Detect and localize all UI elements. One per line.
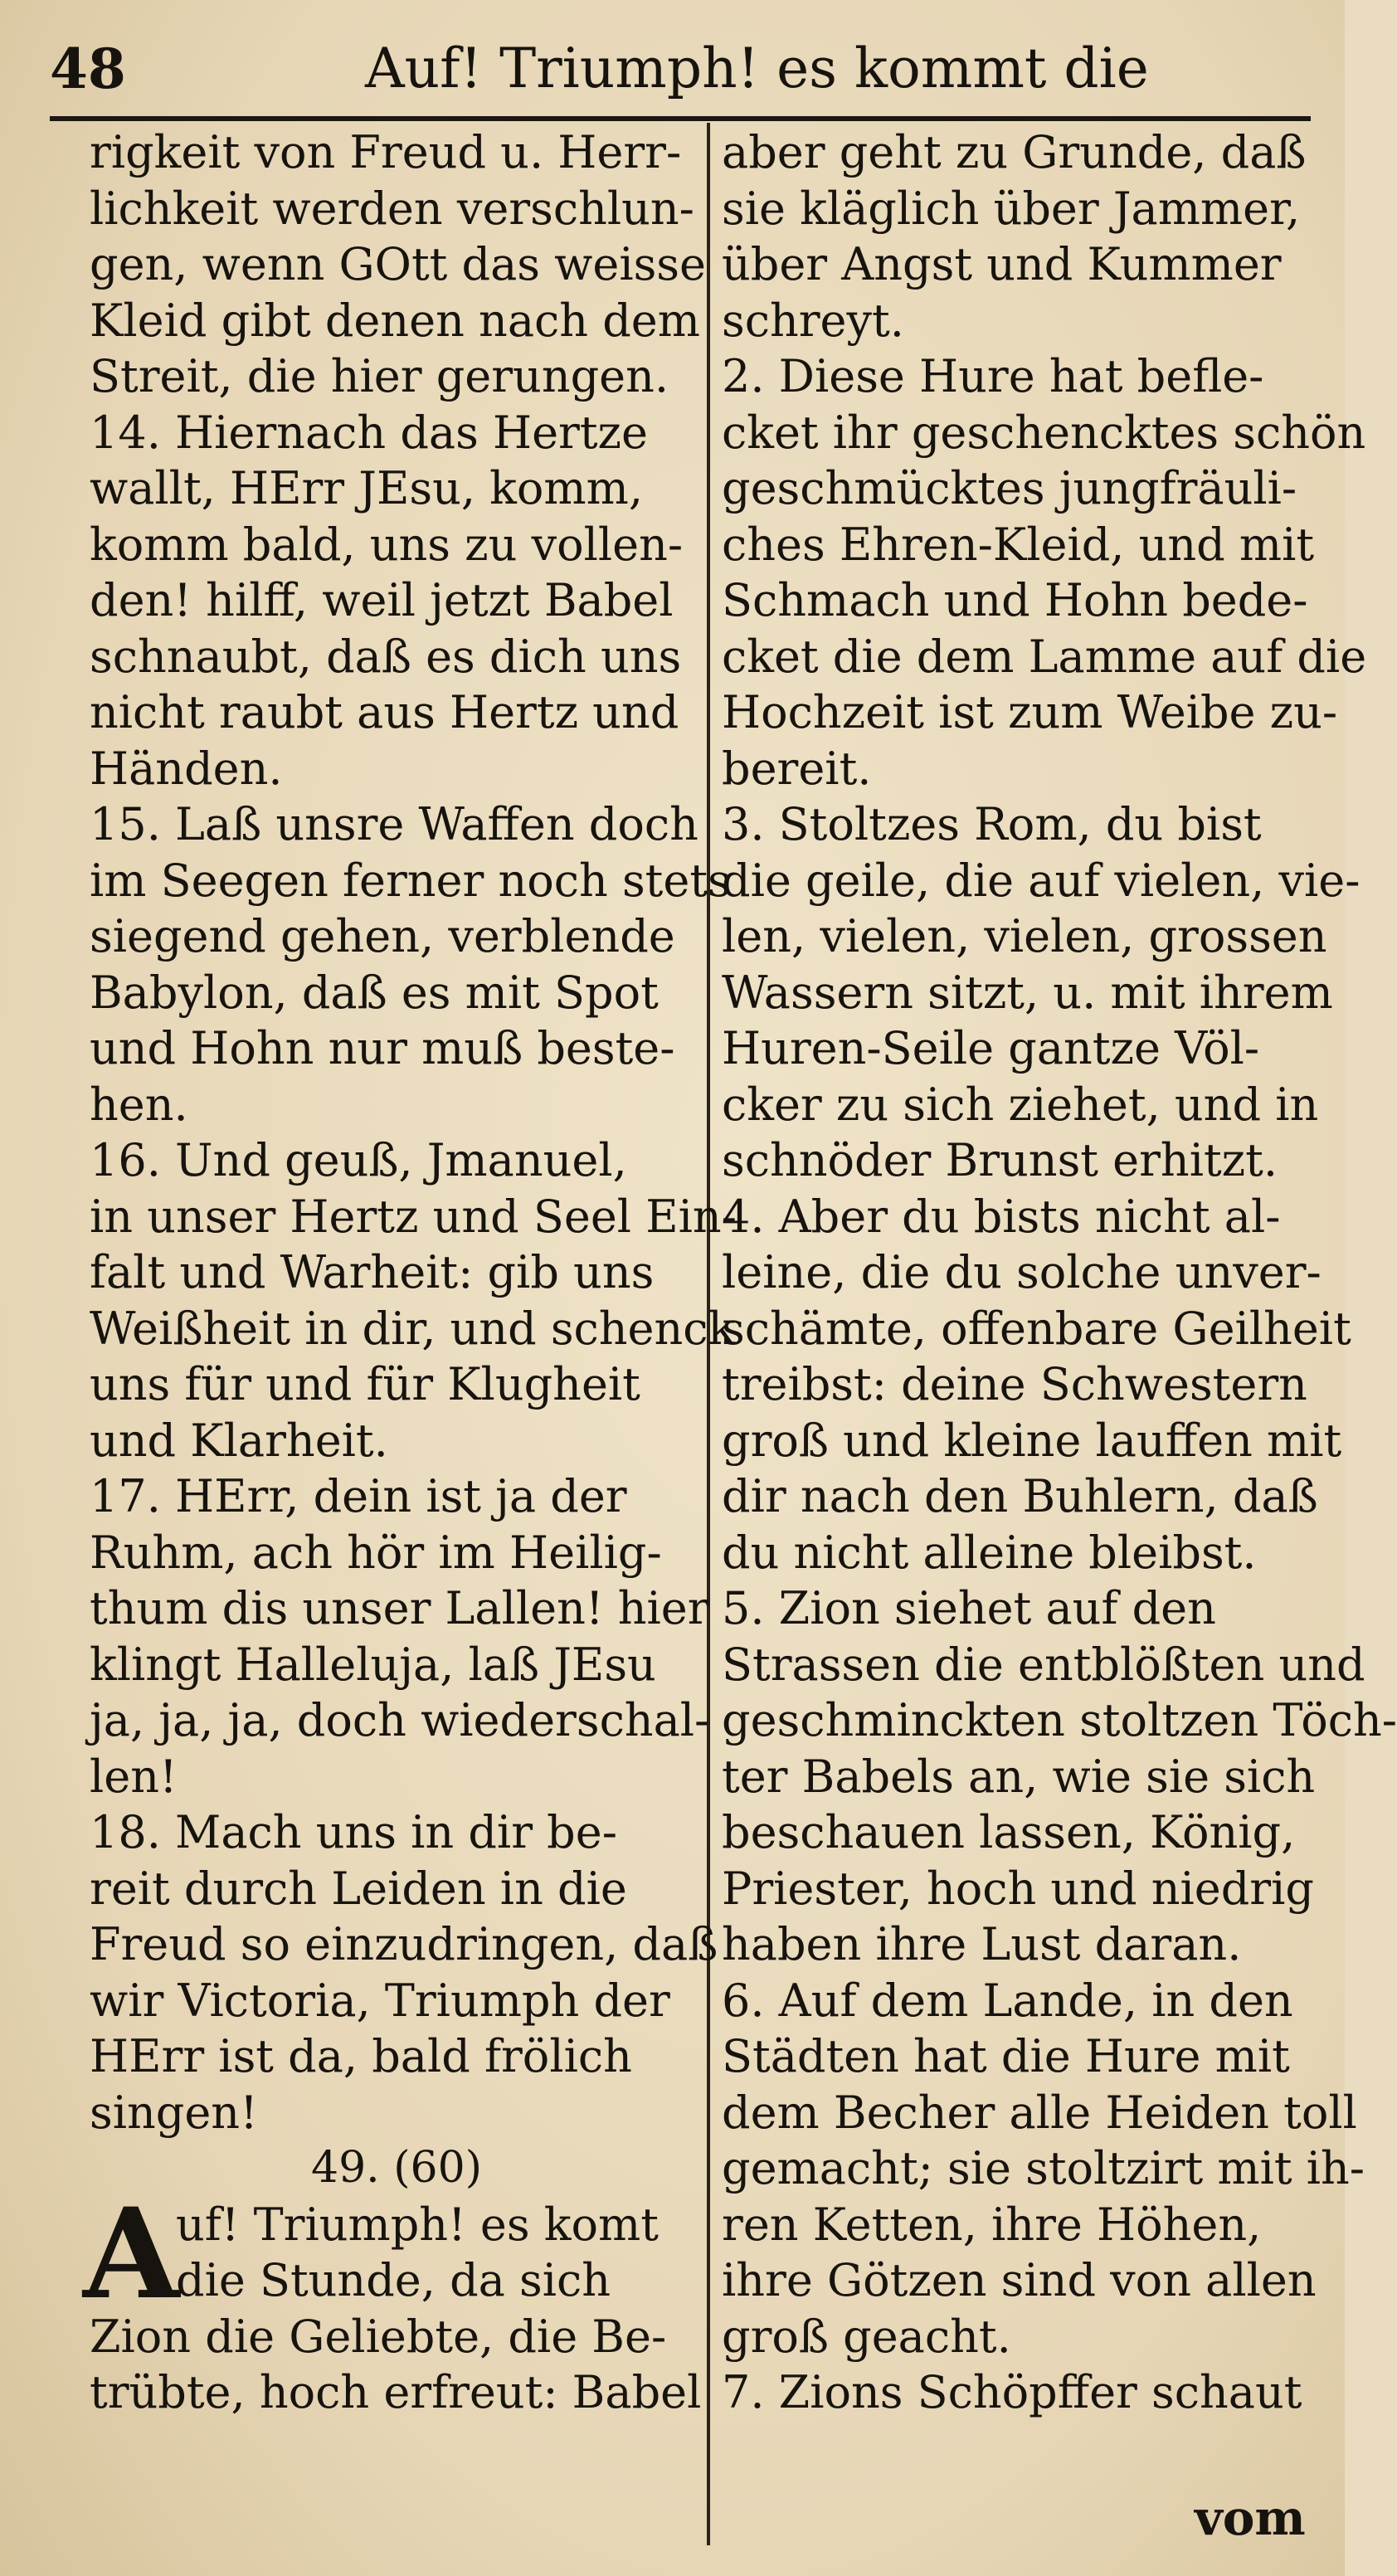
text-line: Kleid gibt denen nach dem [90, 294, 700, 347]
text-line: Huren-Seile gantze Völ- [722, 1022, 1260, 1074]
text-line: klingt Halleluja, laß JEsu [90, 1638, 656, 1691]
text-line: thum dis unser Lallen! hier [90, 1582, 709, 1634]
text-line: lichkeit werden verschlun- [90, 182, 694, 235]
text-line: Städten hat die Hure mit [722, 2030, 1290, 2082]
page-header [50, 23, 1311, 114]
text-line: len, vielen, vielen, grossen [722, 910, 1327, 962]
text-line: 18. Mach uns in dir be- [90, 1806, 617, 1858]
text-line: Babylon, daß es mit Spot [90, 966, 659, 1019]
text-line: gemacht; sie stoltzirt mit ih- [722, 2142, 1365, 2194]
text-line: siegend gehen, verblende [90, 910, 675, 962]
text-line: 7. Zions Schöpffer schaut [722, 2366, 1302, 2418]
hymn-line: Zion die Geliebte, die Be- [90, 2310, 667, 2363]
text-line: im Seegen ferner noch stets [90, 854, 731, 907]
text-line: ches Ehren-Kleid, und mit [722, 518, 1315, 571]
text-line: cker zu sich ziehet, und in [722, 1078, 1319, 1131]
text-line: dir nach den Buhlern, daß [722, 1470, 1318, 1522]
text-line: Streit, die hier gerungen. [90, 350, 669, 402]
text-line: wallt, HErr JEsu, komm, [90, 462, 643, 514]
text-line: 17. HErr, dein ist ja der [90, 1470, 627, 1522]
text-line: Wassern sitzt, u. mit ihrem [722, 966, 1333, 1019]
text-line: Schmach und Hohn bede- [722, 574, 1308, 626]
text-line: reit durch Leiden in die [90, 1862, 627, 1915]
text-line: falt und Warheit: gib uns [90, 1246, 655, 1298]
text-line: wir Victoria, Triumph der [90, 1974, 670, 2027]
text-line: bereit. [722, 742, 872, 795]
right-column [722, 124, 1397, 2421]
hymn-line: trübte, hoch erfreut: Babel [90, 2366, 702, 2418]
text-line: 5. Zion siehet auf den [722, 1582, 1216, 1634]
hymn-line: uf! Triumph! es komt [176, 2198, 659, 2251]
text-line: Strassen die entblößten und [722, 1638, 1365, 1691]
text-line: komm bald, uns zu vollen- [90, 518, 684, 571]
text-line: geschmücktes jungfräuli- [722, 462, 1297, 514]
text-line: sie kläglich über Jammer, [722, 182, 1301, 235]
text-line: haben ihre Lust daran. [722, 1918, 1242, 1970]
text-line: nicht raubt aus Hertz und [90, 686, 679, 738]
text-line: hen. [90, 1078, 188, 1131]
text-line: über Angst und Kummer [722, 238, 1282, 290]
text-line: du nicht alleine bleibst. [722, 1526, 1257, 1579]
text-line: gen, wenn GOtt das weisse [90, 238, 706, 290]
text-line: groß geacht. [722, 2310, 1011, 2363]
text-line: ren Ketten, ihre Höhen, [722, 2198, 1262, 2251]
text-line: leine, die du solche unver- [722, 1246, 1322, 1298]
text-line: len! [90, 1750, 178, 1803]
text-line: schämte, offenbare Geilheit [722, 1302, 1351, 1355]
running-title: Auf! Triumph! es kommt die [365, 37, 1149, 100]
text-line: aber geht zu Grunde, daß [722, 126, 1307, 178]
text-line: rigkeit von Freud u. Herr- [90, 126, 682, 178]
text-line: ja, ja, ja, doch wiederschal- [90, 1694, 710, 1746]
text-line: geschminckten stoltzen Töch- [722, 1694, 1397, 1746]
text-line: uns für und für Klugheit [90, 1358, 640, 1410]
text-line: Hochzeit ist zum Weibe zu- [722, 686, 1338, 738]
page-number: 48 [50, 37, 126, 101]
text-line: und Hohn nur muß beste- [90, 1022, 675, 1074]
text-line: in unser Hertz und Seel Ein- [90, 1190, 737, 1243]
text-line: groß und kleine lauffen mit [722, 1414, 1342, 1467]
text-line: dem Becher alle Heiden toll [722, 2086, 1357, 2139]
catchword: vom [1195, 2490, 1306, 2546]
text-line: 4. Aber du bists nicht al- [722, 1190, 1281, 1243]
text-line: die geile, die auf vielen, vie- [722, 854, 1360, 907]
text-line: Freud so einzudringen, daß [90, 1918, 718, 1970]
text-line: 3. Stoltzes Rom, du bist [722, 798, 1262, 850]
text-line: Händen. [90, 742, 283, 795]
text-line: Weißheit in dir, und schenck [90, 1302, 736, 1355]
text-line: schnöder Brunst erhitzt. [722, 1134, 1278, 1186]
left-column [83, 124, 737, 2421]
text-line: Priester, hoch und niedrig [722, 1862, 1314, 1915]
text-line: Ruhm, ach hör im Heilig- [90, 1526, 662, 1579]
text-line: 15. Laß unsre Waffen doch [90, 798, 698, 850]
text-line: ihre Götzen sind von allen [722, 2254, 1317, 2306]
text-line: den! hilff, weil jetzt Babel [90, 574, 674, 626]
text-line: 2. Diese Hure hat befle- [722, 350, 1264, 402]
drop-cap: A [83, 2180, 180, 2327]
text-line: schreyt. [722, 294, 904, 347]
text-line: ter Babels an, wie sie sich [722, 1750, 1316, 1803]
text-line: 14. Hiernach das Hertze [90, 406, 648, 459]
text-line: treibst: deine Schwestern [722, 1358, 1307, 1410]
text-line: HErr ist da, bald frölich [90, 2030, 632, 2082]
text-line: cket die dem Lamme auf die [722, 630, 1367, 683]
text-line: beschauen lassen, König, [722, 1806, 1296, 1858]
text-line: cket ihr geschencktes schön [722, 406, 1366, 459]
hymn-line: die Stunde, da sich [176, 2254, 611, 2306]
hymn-heading: 49. (60) [311, 2143, 482, 2193]
header-rule [50, 116, 1311, 121]
text-line: singen! [90, 2086, 258, 2139]
text-line: 6. Auf dem Lande, in den [722, 1974, 1293, 2027]
text-line: schnaubt, daß es dich uns [90, 630, 682, 683]
text-line: 16. Und geuß, Jmanuel, [90, 1134, 627, 1186]
text-line: und Klarheit. [90, 1414, 388, 1467]
